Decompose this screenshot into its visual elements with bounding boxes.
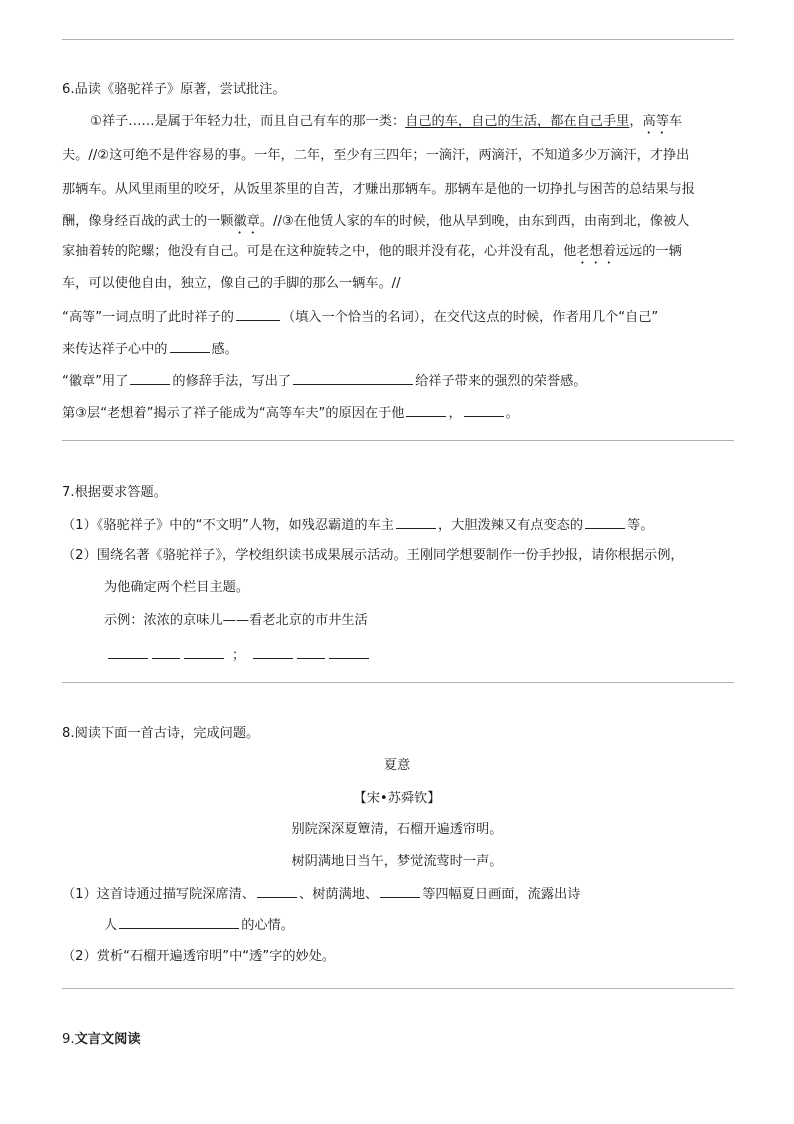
q6-question-text: 来传达祥子心中的: [62, 342, 168, 357]
q6-passage-text: 远远的一辆: [615, 244, 682, 259]
q7-answer-blank-owner[interactable]: [396, 514, 436, 529]
q6-dotted-word-gaodeng: 高等: [642, 114, 669, 129]
q6-question-4: [62, 402, 519, 424]
q6-dotted-word-huizhang: 徽章: [233, 214, 260, 229]
q7-question-text: 《骆驼祥子》中的“不文明”人物，如残忍霸道的车主: [96, 518, 394, 533]
q8-subquestion-1: [62, 883, 580, 905]
q7-answer-blank-topic-1[interactable]: [184, 644, 224, 659]
q6-question-text: “高等”一词点明了此时祥子的: [62, 310, 234, 325]
q8-sub-number: （2）: [62, 949, 97, 964]
q8-answer-blank-scene-2[interactable]: [257, 883, 297, 898]
q6-answer-blank-rhetoric[interactable]: [130, 370, 170, 385]
q6-question-text: （填入一个恰当的名词），在交代这点的时候，作者用几个“自己”: [281, 310, 659, 325]
q7-answer-blank-topic-2[interactable]: [329, 644, 369, 659]
divider-q7-q8: [62, 682, 734, 683]
q6-passage-text: 车: [668, 114, 683, 129]
q7-answer-blank-theme-1[interactable]: [108, 644, 148, 659]
q6-question-text: 感。: [211, 342, 238, 357]
q6-question-text: 的修辞手法，写出了: [172, 374, 292, 389]
q6-question-text: “徽章”用了: [62, 374, 129, 389]
q8-question-text: 赏析“石榴开遍透帘明”中“透”字的妙处。: [96, 949, 336, 964]
poem-line-1: 别院深深夏簟清，石榴开遍透帘明。: [291, 822, 503, 837]
q8-question-text: 人: [104, 918, 118, 933]
q6-passage-text: ①祥子……是属于年轻力壮，而且自己有车的那一类：: [90, 114, 406, 129]
q8-title: 8.阅读下面一首古诗，完成问题。: [62, 726, 260, 741]
q6-question-3: [62, 370, 587, 392]
q7-subquestion-2-cont: 为他确定两个栏目主题。: [104, 580, 250, 595]
q8-answer-blank-mood[interactable]: [119, 914, 239, 929]
q7-question-text: ，大胆泼辣又有点变态的: [437, 518, 584, 533]
q6-passage-line-5: [62, 242, 682, 267]
q6-passage-text: ，: [629, 114, 643, 129]
q8-subquestion-1-cont: [104, 914, 294, 936]
q6-passage-line-4: [62, 212, 689, 237]
q6-answer-blank-what[interactable]: [293, 370, 413, 385]
q6-question-1: [62, 306, 658, 328]
q6-passage-line-3: 那辆车。从风里雨里的咬牙，从饭里茶里的自苦，才赚出那辆车。那辆车是他的一切挣扎与困苦的总结果与报: [62, 182, 695, 197]
q7-answer-row: [106, 644, 371, 666]
q6-question-text: 第③层“老想着”揭示了祥子能成为“高等车夫”的原因在于他: [62, 406, 405, 421]
q6-dotted-word-laoxiangzhe: 老想着: [576, 244, 616, 259]
q7-answer-dash: [297, 644, 325, 659]
q7-title: 7.根据要求答题。: [62, 485, 167, 500]
q6-passage-line-2: 夫。//②这可绝不是件容易的事。一年，二年，至少有三四年；一滴汗，两滴汗，不知道多少万滴汗，才挣出: [62, 148, 690, 163]
q8-question-text: 、树荫满地、: [299, 887, 379, 902]
q8-sub-number: （1）: [62, 887, 97, 902]
q6-answer-blank-reason-1[interactable]: [406, 402, 446, 417]
q9-heading: 文言文阅读: [74, 1032, 141, 1047]
q7-separator: ；: [232, 648, 246, 663]
q9-title: [62, 1030, 141, 1050]
q7-answer-blank-character[interactable]: [585, 514, 625, 529]
q7-question-text: 等。: [627, 518, 654, 533]
q6-title: 6.品读《骆驼祥子》原著，尝试批注。: [62, 82, 286, 97]
q7-answer-dash: [152, 644, 180, 659]
q6-answer-blank-feeling[interactable]: [170, 338, 210, 353]
q6-answer-blank-noun[interactable]: [236, 306, 280, 321]
q8-question-text: 的心情。: [241, 918, 294, 933]
q6-passage-line-6: 车，可以使他自由，独立，像自己的手脚的那么一辆车。//: [62, 276, 401, 291]
q7-example: 示例：浓浓的京味儿——看老北京的市井生活: [104, 613, 368, 628]
q6-question-text: 给祥子带来的强烈的荣誉感。: [415, 374, 587, 389]
divider-q6-q7: [62, 440, 734, 441]
q6-passage-text: 酬，像身经百战的武士的一颗: [62, 214, 234, 229]
poem-title: 夏意: [383, 758, 411, 773]
q6-underlined-phrase: 自己的车，自己的生活，都在自己手里: [405, 114, 630, 129]
q8-question-text: 这首诗通过描写院深席清、: [96, 887, 256, 902]
poem-author: 【宋•苏舜钦】: [353, 791, 441, 806]
q6-answer-blank-reason-2[interactable]: [464, 402, 504, 417]
q7-sub-number: （1）: [62, 518, 97, 533]
q8-answer-blank-scene-4[interactable]: [380, 883, 420, 898]
q9-number: 9.: [62, 1032, 75, 1047]
divider-q8-q9: [62, 988, 734, 989]
q6-passage-text: 。//③在他赁人家的车的时候，他从早到晚，由东到西，由南到北，像被人: [259, 214, 690, 229]
q6-question-text: 。: [505, 406, 519, 421]
q7-question-text: 围绕名著《骆驼祥子》，学校组织读书成果展示活动。王刚同学想要制作一份手抄报，请你根据示例，: [96, 548, 684, 563]
q6-question-2: [62, 338, 238, 360]
q7-subquestion-2: [62, 546, 684, 566]
q6-passage-text: 家抽着转的陀螺；他没有自己。可是在这种旋转之中，他的眼并没有花，心并没有乱，他: [62, 244, 577, 259]
divider-top: [62, 39, 734, 40]
q7-answer-blank-theme-2[interactable]: [253, 644, 293, 659]
q6-question-text: ，: [448, 406, 462, 421]
q6-passage-line-1: [90, 112, 682, 137]
poem-line-2: 树阴满地日当午，梦觉流莺时一声。: [291, 854, 503, 869]
q8-subquestion-2: [62, 947, 335, 967]
q7-subquestion-1: [62, 514, 653, 536]
q7-sub-number: （2）: [62, 548, 97, 563]
q8-question-text: 等四幅夏日画面，流露出诗: [422, 887, 581, 902]
